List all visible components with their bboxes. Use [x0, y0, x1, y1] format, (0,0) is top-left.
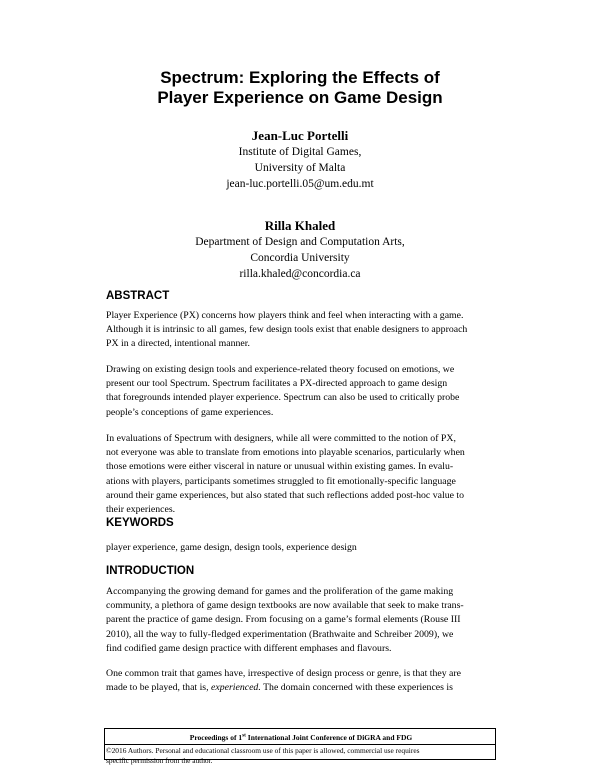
text-line: their experiences.: [106, 504, 176, 516]
abstract-paragraph-3: [106, 432, 496, 517]
author-email: jean-luc.portelli.05@um.edu.mt: [226, 178, 374, 190]
text-line: One common trait that games have, irrespective of design process or genre, is that they are: [106, 668, 462, 679]
text-line: specific permission from the author.: [106, 756, 213, 765]
section-heading-keywords: KEYWORDS: [106, 517, 174, 529]
text-line: community, a plethora of game design textbooks are now available that seek to make trans-: [106, 600, 464, 612]
proceedings-title-text: International Joint Conference of DiGRA and FDG: [245, 733, 413, 742]
author-affiliation: University of Malta: [254, 162, 346, 174]
proceedings-title: [105, 733, 497, 743]
text-line: player experience, game design, design tools, experience design: [106, 542, 357, 553]
author-block-2: [0, 218, 600, 282]
text-line: Accompanying the growing demand for games and the proliferation of the game making: [106, 586, 454, 597]
author-affiliation: Concordia University: [250, 252, 350, 264]
copyright-notice: [106, 746, 496, 766]
text-line: people’s conceptions of game experiences.: [106, 406, 274, 418]
author-name: Jean-Luc Portelli: [251, 128, 349, 143]
author-name: Rilla Khaled: [264, 218, 336, 233]
text-line: ations with players, participants sometimes struggled to fit emotionally-specific language: [106, 475, 456, 487]
text-line: present our tool Spectrum. Spectrum facilitates a PX-directed approach to game design: [106, 378, 448, 390]
proceedings-title-text: Proceedings of 1: [189, 733, 243, 742]
author-block-1: [0, 128, 600, 192]
text-line: Player Experience (PX) concerns how players think and feel when interacting with a game.: [106, 310, 464, 321]
section-heading-introduction: INTRODUCTION: [106, 565, 195, 577]
text-span: The domain concerned with these experiences is: [260, 682, 453, 694]
proceedings-title-sup: st: [242, 732, 246, 739]
text-line: In evaluations of Spectrum with designers, while all were committed to the notion of PX,: [106, 433, 456, 444]
text-line: Drawing on existing design tools and experience-related theory focused on emotions, we: [106, 364, 455, 375]
section-heading-abstract: ABSTRACT: [106, 290, 170, 302]
introduction-paragraph-2: [106, 667, 496, 695]
text-line: ©2016 Authors. Personal and educational classroom use of this paper is allowed, commercial use requires: [106, 746, 420, 755]
abstract-paragraph-2: [106, 363, 496, 420]
footer-divider: [104, 744, 496, 745]
abstract-paragraph-1: [106, 309, 496, 352]
text-line: 2010), all the way to fully-fledged experimentation (Brathwaite and Schreiber 2009), we: [106, 628, 454, 640]
emphasis-text: experienced.: [211, 682, 261, 694]
author-affiliation: Department of Design and Computation Arts,: [195, 236, 405, 248]
text-line: parent the practice of game design. From focusing on a game’s formal elements (Rouse III: [106, 614, 461, 626]
text-line: [106, 681, 496, 695]
text-line: find codified game design practice with different emphases and flavours.: [106, 642, 392, 654]
author-email: rilla.khaled@concordia.ca: [239, 268, 361, 280]
text-span: made to be played, that is,: [106, 682, 212, 694]
text-line: around their game experiences, but also stated that such reflections added post-hoc value to: [106, 489, 465, 501]
paper-title: [0, 68, 600, 108]
text-line: those emotions were either visceral in nature or unusual within existing games. In evalu-: [106, 461, 454, 473]
text-line: that foregrounds intended player experience. Spectrum can also be used to critically probe: [106, 392, 460, 404]
author-affiliation: Institute of Digital Games,: [238, 146, 362, 158]
introduction-paragraph-1: [106, 585, 496, 656]
text-line: Although it is intrinsic to all games, few design tools exist that enable designers to approach: [106, 324, 468, 336]
paper-title-line-2: Player Experience on Game Design: [157, 88, 443, 107]
text-line: not everyone was able to translate from emotions into playable scenarios, particularly when: [106, 447, 465, 459]
text-line: PX in a directed, intentional manner.: [106, 338, 250, 350]
paper-title-line-1: Spectrum: Exploring the Effects of: [160, 68, 440, 87]
keywords-text: [106, 541, 496, 555]
